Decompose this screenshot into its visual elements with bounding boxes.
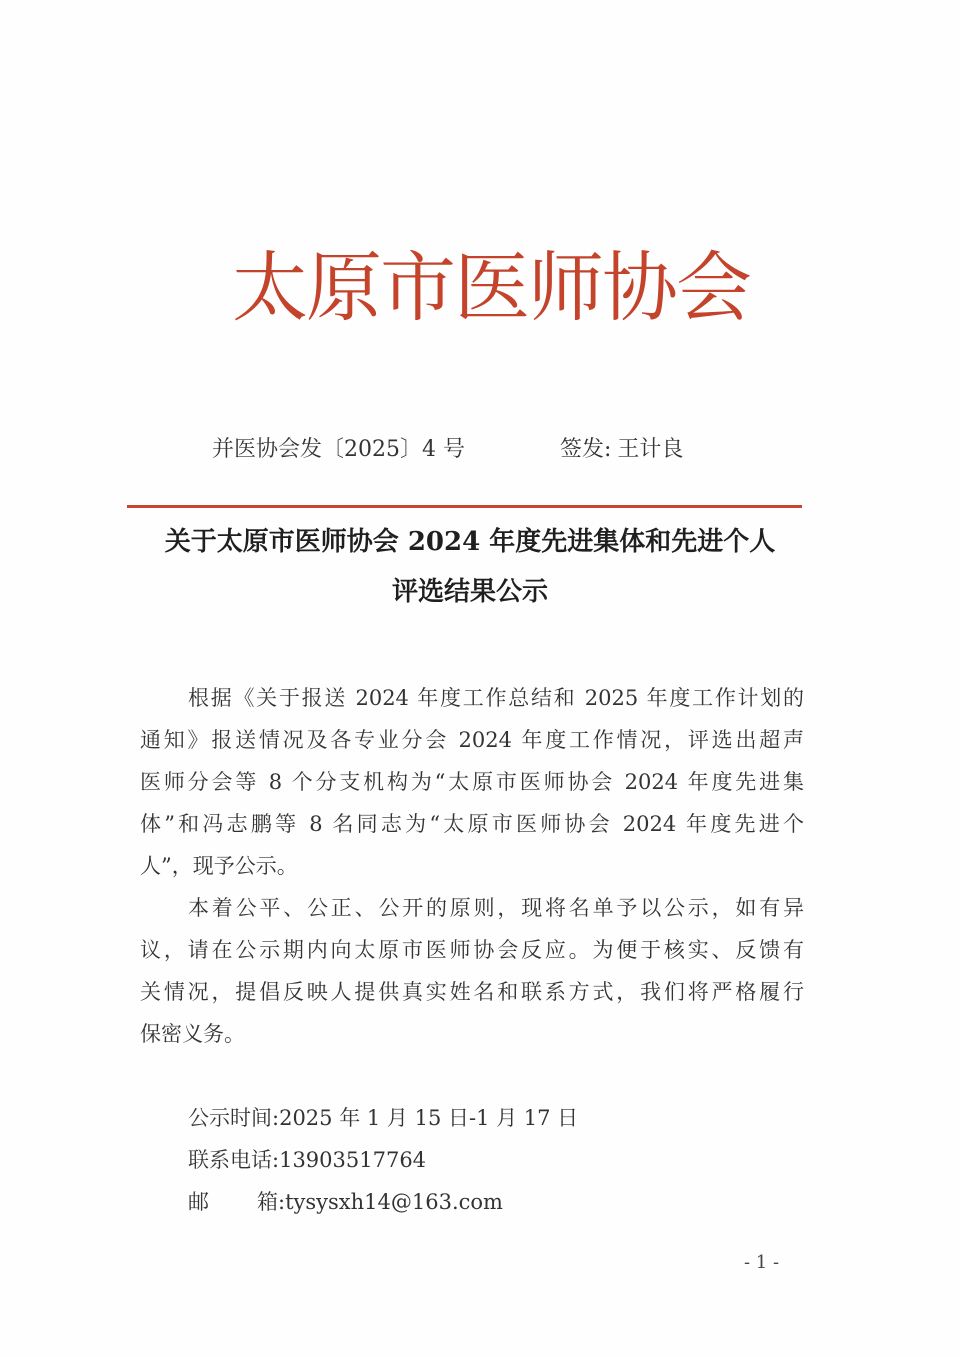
publicity-period: [188, 1103, 578, 1133]
contact-email: [188, 1187, 503, 1217]
paragraph-2-line-2: 议，请在公示期内向太原市医师协会反应。为便于核实、反馈有: [140, 938, 804, 962]
paragraph-1-line-4: 体”和冯志鹏等 8 名同志为“太原市医师协会 2024 年度先进个: [140, 812, 804, 836]
paragraph-1-line-2: 通知》报送情况及各专业分会 2024 年度工作情况，评选出超声: [140, 728, 804, 752]
signer-block: [560, 434, 683, 466]
publicity-period-value: 2025 年 1 月 15 日-1 月 17 日: [279, 1106, 579, 1130]
contact-phone: [188, 1145, 426, 1175]
paragraph-2-line-1: 本着公平、公正、公开的原则，现将名单予以公示，如有异: [188, 896, 804, 920]
signer-name: 王计良: [617, 437, 684, 462]
paragraph-2-line-3: 关情况，提倡反映人提供真实姓名和联系方式，我们将严格履行: [140, 980, 804, 1004]
document-number: 并医协会发〔2025〕4 号: [212, 437, 465, 462]
paragraph-2-line-4: 保密义务。: [140, 1022, 245, 1046]
publicity-period-label: 公示时间:: [188, 1106, 280, 1130]
organization-title: 太原市医师协会: [232, 243, 750, 332]
contact-phone-label: 联系电话:: [188, 1148, 280, 1172]
paragraph-1-line-5: 人”，现予公示。: [140, 854, 298, 878]
signer-label: 签发:: [560, 437, 612, 462]
contact-phone-value: 13903517764: [279, 1148, 427, 1172]
page-number: - 1 -: [744, 1252, 780, 1273]
notice-title-line-1: 关于太原市医师协会 2024 年度先进集体和先进个人: [164, 527, 776, 557]
paragraph-1-line-3: 医师分会等 8 个分支机构为“太原市医师协会 2024 年度先进集: [140, 770, 804, 794]
contact-email-label-b: 箱:: [257, 1190, 286, 1214]
notice-title-line-2: 评选结果公示: [391, 577, 548, 607]
paragraph-1-line-1: 根据《关于报送 2024 年度工作总结和 2025 年度工作计划的: [188, 686, 804, 710]
contact-email-label-a: 邮: [188, 1190, 209, 1214]
contact-email-value: tysysxh14@163.com: [285, 1190, 503, 1214]
red-divider: [127, 505, 802, 508]
